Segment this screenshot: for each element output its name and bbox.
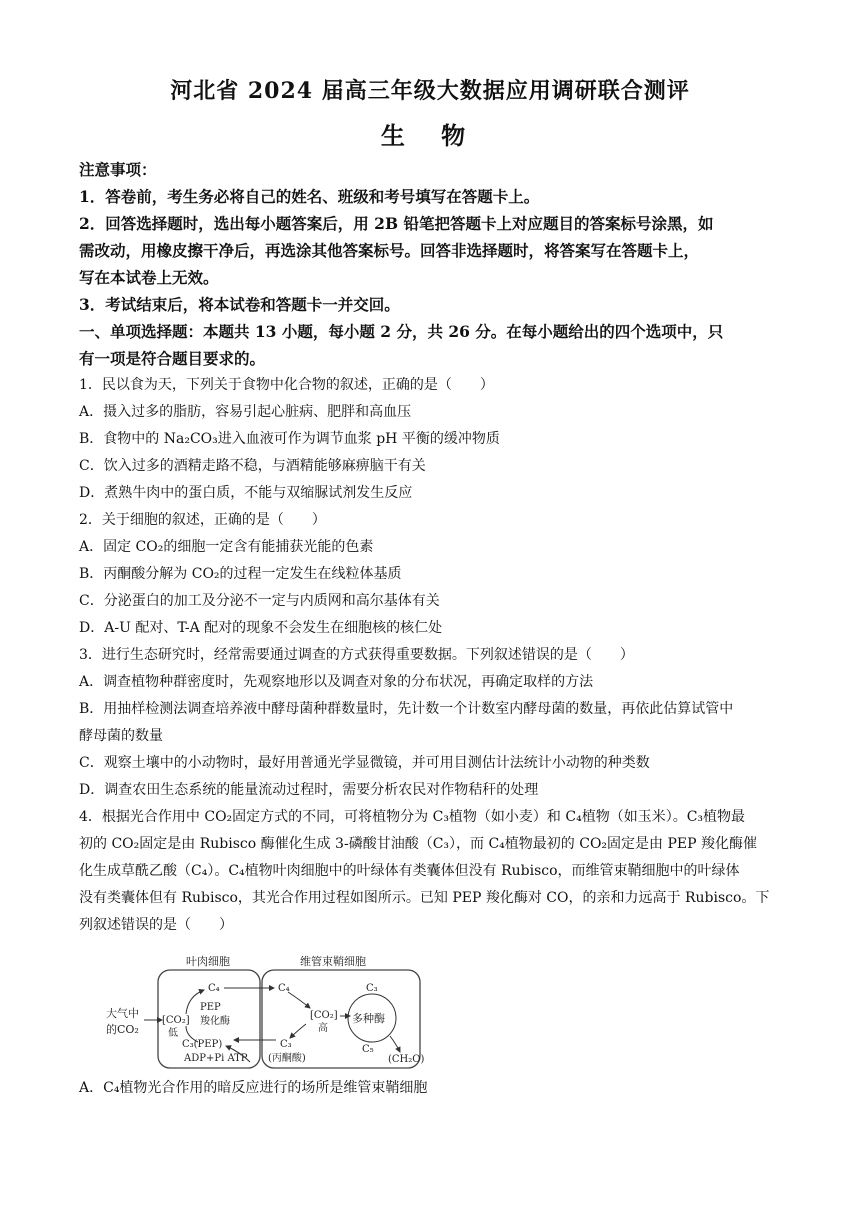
- option: D．煮熟牛肉中的蛋白质，不能与双缩脲试剂发生反应: [79, 485, 413, 501]
- c4-label: C₄: [208, 983, 220, 994]
- question-stem: 初的 CO₂固定是由 Rubisco 酶催化生成 3-磷酸甘油酸（C₃），而 C₄植物最初的 CO₂固定是由 PEP 羧化酶催: [79, 836, 757, 852]
- subject-title: 生 物: [380, 121, 480, 150]
- co2-high-label: 高: [318, 1023, 328, 1034]
- pep-carboxylase-label: 羧化酶: [200, 1016, 230, 1027]
- section-heading: 一、单项选择题：本题共 13 小题，每小题 2 分，共 26 分。在每小题给出的四个选项中，只: [79, 322, 724, 341]
- question-stem: 2．关于细胞的叙述，正确的是（ ）: [79, 512, 326, 528]
- option: C．分泌蛋白的加工及分泌不一定与内质网和高尔基体有关: [79, 593, 440, 609]
- mesophyll-label: 叶肉细胞: [186, 955, 230, 968]
- co2-low-label: 低: [168, 1028, 178, 1039]
- notice-line: 1．答卷前，考生务必将自己的姓名、班级和考号填写在答题卡上。: [79, 187, 540, 206]
- cycle-c5-label: C₅: [362, 1044, 374, 1055]
- c3-pep-label: C₃(PEP): [182, 1039, 223, 1050]
- notice-line: 需改动，用橡皮擦干净后，再选涂其他答案标号。回答非选择题时，将答案写在答题卡上，: [79, 241, 700, 260]
- c4-photosynthesis-diagram: [100, 948, 430, 1074]
- pep-carboxylase-label: PEP: [200, 1002, 221, 1013]
- notice-line: 2．回答选择题时，选出每小题答案后，用 2B 铅笔把答题卡上对应题目的答案标号涂黑，如: [79, 214, 714, 233]
- option: D．调查农田生态系统的能量流动过程时，需要分析农民对作物秸秆的处理: [79, 782, 539, 798]
- bundle-sheath-label: 维管束鞘细胞: [300, 955, 366, 968]
- cycle-c3-label: C₃: [366, 983, 378, 994]
- question-stem: 4．根据光合作用中 CO₂固定方式的不同，可将植物分为 C₃植物（如小麦）和 C₄植物（如玉米）。C₃植物最: [79, 809, 746, 825]
- question-stem: 1．民以食为天，下列关于食物中化合物的叙述，正确的是（ ）: [79, 377, 494, 393]
- c3-label: C₃: [280, 1039, 292, 1050]
- product-arrow: [390, 1036, 400, 1052]
- ch2o-label: (CH₂O): [388, 1054, 425, 1065]
- atmosphere-label: 的CO₂: [106, 1023, 139, 1036]
- option: D．A-U 配对、T-A 配对的现象不会发生在细胞核的核仁处: [79, 620, 443, 636]
- option-continued: 酵母菌的数量: [79, 728, 163, 744]
- enzymes-label: 多种酶: [352, 1012, 385, 1025]
- co2-high-label: [CO₂]: [310, 1010, 338, 1021]
- question-stem: 3．进行生态研究时，经常需要通过调查的方式获得重要数据。下列叙述错误的是（ ）: [79, 647, 634, 663]
- option: B．丙酮酸分解为 CO₂的过程一定发生在线粒体基质: [79, 566, 402, 582]
- exam-title: 河北省 2024 届高三年级大数据应用调研联合测评: [170, 78, 690, 104]
- question-stem: 没有类囊体但有 Rubisco，其光合作用过程如图所示。已知 PEP 羧化酶对 CO，的亲和力远高于 Rubisco。下: [79, 890, 770, 906]
- option: A．摄入过多的脂肪，容易引起心脏病、肥胖和高血压: [79, 404, 412, 420]
- option: C．观察土壤中的小动物时，最好用普通光学显微镜，并可用目测估计法统计小动物的种类数: [79, 755, 650, 771]
- notice-heading: 注意事项：: [79, 160, 157, 179]
- section-heading: 有一项是符合题目要求的。: [79, 349, 266, 368]
- option: B．食物中的 Na₂CO₃进入血液可作为调节血浆 pH 平衡的缓冲物质: [79, 431, 500, 447]
- option: B．用抽样检测法调查培养液中酵母菌种群数量时，先计数一个计数室内酵母菌的数量，再依此估算试管中: [79, 701, 734, 717]
- option: A．固定 CO₂的细胞一定含有能捕获光能的色素: [79, 539, 374, 555]
- c3-output-arrow: [290, 1024, 306, 1038]
- question-stem: 化生成草酰乙酸（C₄）。C₄植物叶肉细胞中的叶绿体有类囊体但没有 Rubisco，而维管束鞘细胞中的叶绿体: [79, 863, 740, 879]
- notice-line: 写在本试卷上无效。: [79, 268, 219, 287]
- notice-line: 3．考试结束后，将本试卷和答题卡一并交回。: [79, 295, 400, 314]
- option: A．C₄植物光合作用的暗反应进行的场所是维管束鞘细胞: [79, 1080, 428, 1096]
- decarboxylation-arrow: [288, 992, 310, 1008]
- adp-atp-label: ADP+Pi ATP: [184, 1053, 248, 1064]
- option: A．调查植物种群密度时，先观察地形以及调查对象的分布状况，再确定取样的方法: [79, 674, 594, 690]
- pyruvate-label: (丙酮酸): [268, 1053, 306, 1064]
- c4-label: C₄: [278, 983, 290, 994]
- co2-low-label: [CO₂]: [162, 1015, 190, 1026]
- option: C．饮入过多的酒精走路不稳，与酒精能够麻痹脑干有关: [79, 458, 426, 474]
- question-stem: 列叙述错误的是（ ）: [79, 917, 233, 933]
- atmosphere-label: 大气中: [106, 1007, 139, 1020]
